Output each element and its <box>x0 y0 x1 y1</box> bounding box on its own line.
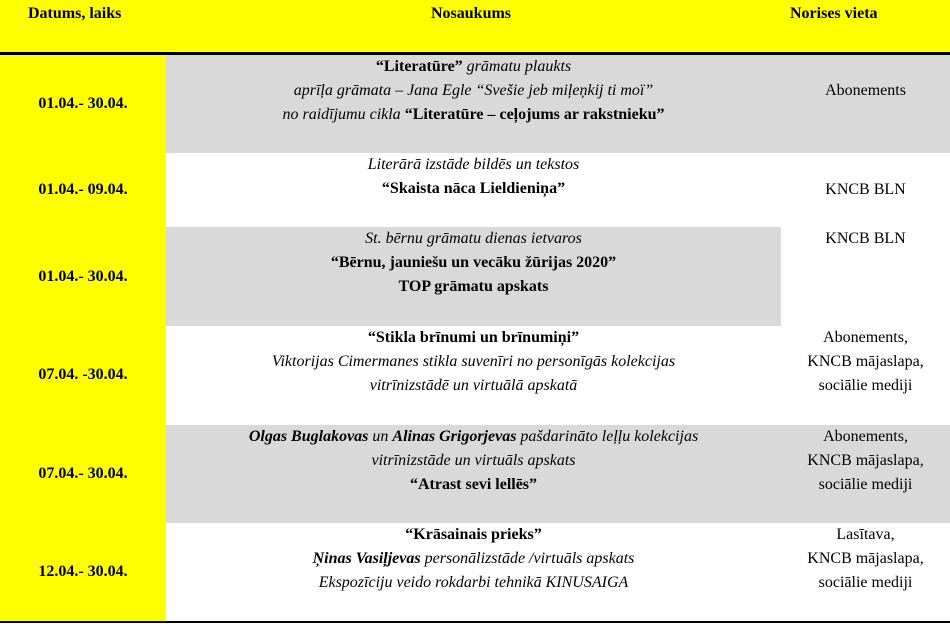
row-venue <box>781 523 950 595</box>
row-title <box>166 153 781 201</box>
title-bold-italic: Ņinas Vasiļjevas <box>312 550 421 567</box>
row-date: 07.04.- 30.04. <box>38 465 128 482</box>
title-bold: “Literatūre” <box>375 58 463 75</box>
venue-line: Abonements, <box>823 329 908 346</box>
title-line: “Bērnu, jauniešu un vecāku žūrijas 2020” <box>330 254 617 271</box>
row-date: 01.04.- 30.04. <box>38 268 128 285</box>
title-line: “Atrast sevi lellēs” <box>409 476 538 493</box>
header-date: Datums, laiks <box>28 5 122 22</box>
title-italic: no raidījumu cikla <box>282 106 405 123</box>
venue-line: Abonements <box>825 82 906 99</box>
row-venue <box>781 178 950 202</box>
row-venue <box>781 326 950 398</box>
title-line: TOP grāmatu apskats <box>398 278 549 295</box>
row-date: 07.04. -30.04. <box>38 366 128 383</box>
row-date: 12.04.- 30.04. <box>38 563 128 580</box>
title-bold-italic: Alinas Grigorjevas <box>392 428 517 445</box>
row-venue <box>781 425 950 497</box>
title-line: “Krāsainais prieks” <box>405 526 542 543</box>
venue-line: Abonements, <box>823 428 908 445</box>
title-line: aprīļa grāmata – Jana Egle “Svešie jeb miļeņkij ti moï” <box>293 82 654 99</box>
venue-line: sociālie mediji <box>818 574 913 591</box>
table-row <box>0 425 950 523</box>
row-title <box>166 523 781 595</box>
title-line: Viktorijas Cimermanes stikla suvenīri no personīgās kolekcijas <box>271 353 676 370</box>
table-row <box>0 55 950 153</box>
row-title <box>166 55 781 127</box>
header-title: Nosaukums <box>431 5 512 22</box>
row-venue <box>781 79 950 103</box>
title-italic: pašdarināto leļļu kolekcijas <box>516 428 699 445</box>
table-header <box>0 0 950 55</box>
title-line: “Skaista nāca Lieldieniņa” <box>381 180 566 197</box>
title-bold: “Literatūre – ceļojums ar rakstnieku” <box>404 106 665 123</box>
venue-line: KNCB mājaslapa, <box>807 550 924 567</box>
venue-line: sociālie mediji <box>818 377 913 394</box>
row-title <box>166 227 781 299</box>
table-row <box>0 326 950 425</box>
row-title <box>166 326 781 398</box>
title-line: St. bērnu grāmatu dienas ietvaros <box>365 230 582 247</box>
title-line: vitrīnizstādē un virtuālā apskatā <box>369 377 578 394</box>
venue-line: KNCB mājaslapa, <box>807 353 924 370</box>
row-title <box>166 425 781 497</box>
venue-line: sociālie mediji <box>818 476 913 493</box>
venue-line: KNCB BLN <box>825 230 906 247</box>
table-row <box>0 523 950 621</box>
title-italic: personālizstāde /virtuāls apskats <box>420 550 635 567</box>
row-date: 01.04.- 30.04. <box>38 95 128 112</box>
bottom-border <box>0 621 950 623</box>
row-venue <box>781 227 950 251</box>
header-venue: Norises vieta <box>790 5 878 22</box>
title-italic: grāmatu plaukts <box>462 58 572 75</box>
row-date: 01.04.- 09.04. <box>38 181 128 198</box>
title-line: vitrīnizstāde un virtuāls apskats <box>371 452 576 469</box>
venue-line: Lasītava, <box>836 526 895 543</box>
title-line: Literārā izstāde bildēs un tekstos <box>367 156 580 173</box>
title-italic: un <box>368 428 393 445</box>
title-line: “Stikla brīnumi un brīnumiņi” <box>367 329 580 346</box>
table-row <box>0 227 950 326</box>
title-line: Ekspozīciju veido rokdarbi tehnikā KINUSAIGA <box>318 574 629 591</box>
table-row <box>0 153 950 227</box>
venue-line: KNCB mājaslapa, <box>807 452 924 469</box>
title-bold-italic: Olgas Buglakovas <box>248 428 369 445</box>
venue-line: KNCB BLN <box>825 181 906 198</box>
